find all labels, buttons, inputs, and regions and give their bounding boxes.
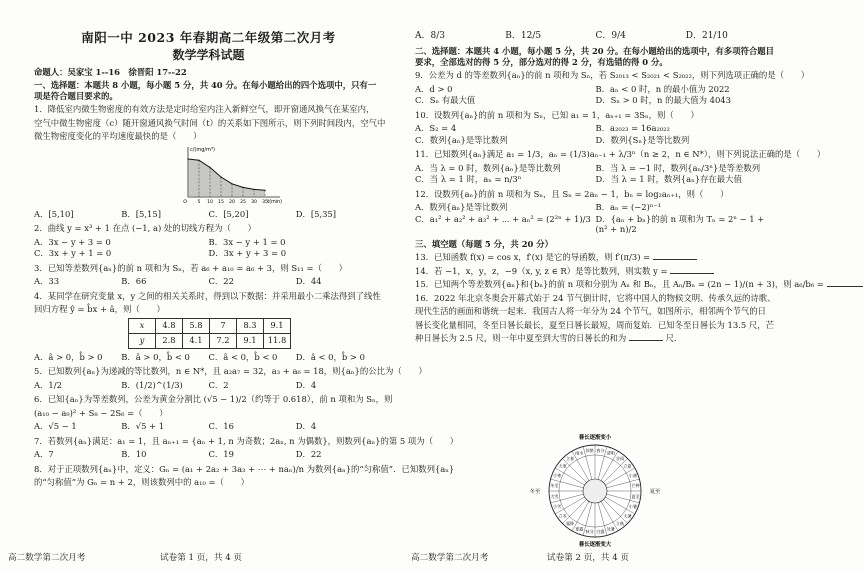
q10-option-d[interactable]: D．数列{Sₙ}是等比数列	[595, 134, 690, 145]
q9-option-c[interactable]: C．Sₙ 有最大值	[415, 95, 476, 106]
table-row	[129, 333, 291, 348]
question-2-options-row-2	[34, 248, 383, 259]
exam-title: 南阳一中 2023 年春期高二年级第二次月考	[81, 30, 336, 45]
question-6-line-1: 6．已知{aₙ}为等差数列，公差为黄金分割比 (√5 − 1)/2（约等于 0.618），前 n 项和为 Sₙ，则	[34, 394, 393, 405]
question-10-options-row-1	[415, 123, 776, 134]
question-5: 5．已知数列{aₙ}为递减的等比数列，n ∈ N*，且 a₂a₇ = 32，a₃ + a₆ = 18，则{aₙ}的公比为（ ）	[34, 366, 427, 377]
q11-option-c[interactable]: C．当 λ = 1 时，aₙ = n/3ⁿ	[415, 174, 522, 185]
solar-term-label: 夏至	[631, 493, 640, 499]
q12-option-d[interactable]: D．{aₙ + bₙ}的前 n 项和为 Tₙ = 2ⁿ − 1 + (n² + n)/2	[595, 213, 765, 235]
q1-option-c[interactable]: C．[5,20]	[208, 208, 249, 219]
solar-term-label: 小雪	[553, 504, 562, 510]
x-tick-label: 15	[218, 199, 224, 205]
data-point	[209, 166, 210, 167]
q6-option-a[interactable]: A．√5 − 1	[34, 421, 77, 432]
q3-option-a[interactable]: A．33	[34, 276, 60, 287]
question-16-line-1: 16．2022 年北京冬奥会开幕式始于 24 节气倒计时，它将中国人的物候文明、传承久远的诗歌、	[415, 292, 776, 303]
footer-right-page-number: 试卷第 2 页，共 4 页	[547, 553, 630, 564]
q3-option-d[interactable]: D．44	[295, 276, 322, 287]
table-cell: 9.1	[237, 333, 264, 348]
q3-option-c[interactable]: C．22	[208, 276, 234, 287]
q7-option-d[interactable]: D．22	[295, 449, 322, 460]
q7-option-a[interactable]: A．7	[34, 449, 54, 460]
data-point	[242, 186, 243, 187]
question-4-table	[128, 318, 291, 349]
question-9-options-row-1	[415, 84, 776, 95]
q11-option-b[interactable]: B．当 λ = −1 时，数列{aₙ/3ⁿ}是等差数列	[595, 162, 761, 173]
question-1-options	[34, 209, 383, 220]
q10-option-b[interactable]: B．a₂₀₂₃ = 16a₂₀₂₂	[595, 123, 670, 134]
q6-option-b[interactable]: B．√5 + 1	[121, 421, 165, 432]
question-2-options-row-1	[34, 237, 383, 248]
question-15-text: 15．已知两个等差数列{aₙ}和{bₙ}的前 n 项和分别为 Aₙ 和 Bₙ，且 Aₙ/Bₙ = (2n − 1)/(n + 3)，则 a₆/b₆ =	[415, 279, 824, 290]
footer-left-page-number: 试卷第 1 页，共 4 页	[160, 553, 243, 564]
q10-option-c[interactable]: C．数列{aₙ}是等比数列	[415, 134, 508, 145]
question-11: 11．已知数列{aₙ}满足 a₁ = 1/3，aₙ = (1/3)aₙ₋₁ + λ/3ⁿ（n ≥ 2，n ∈ N*），则下列说法正确的是（ ）	[415, 149, 826, 160]
question-1	[34, 104, 386, 142]
data-point	[231, 183, 232, 184]
x-tick-label: 20	[229, 199, 235, 205]
q11-option-d[interactable]: D．当 λ = 1 时，数列{aₙ}存在最大值	[595, 174, 742, 185]
q12-option-b[interactable]: B．aₙ = (−2)ⁿ⁻¹	[595, 202, 662, 213]
question-15-answer-blank[interactable]	[827, 286, 863, 287]
question-12-options-row-1	[415, 202, 776, 213]
solar-term-label: 雨水	[575, 450, 584, 456]
q8-option-a[interactable]: A．8/3	[415, 31, 445, 41]
density-chart	[174, 145, 284, 207]
question-15	[415, 279, 824, 290]
question-6-line-2: (a₁₀ − a₉)² + S₈ − 2S₆ =（ ）	[34, 407, 168, 418]
question-6-options	[34, 421, 383, 432]
question-10-options-row-2	[415, 135, 776, 146]
right-page	[397, 0, 826, 572]
solar-term-label: 处暑	[606, 526, 615, 532]
solar-terms-wheel	[521, 433, 669, 548]
q7-option-c[interactable]: C．19	[208, 449, 234, 460]
solar-term-label: 芒种	[631, 483, 640, 489]
wheel-hub	[583, 479, 607, 503]
solar-term-label: 大雪	[550, 493, 559, 499]
question-14-text: 14．若 −1，x，y，z，−9（x, y, z ∈ R）是等比数列，则实数 y =	[415, 265, 668, 276]
table-cell: 9.1	[264, 318, 291, 333]
question-16-unit: 尺．	[665, 333, 683, 344]
section-3-heading: 三、填空题（每题 5 分，共 20 分）	[415, 238, 554, 249]
question-14-answer-blank[interactable]	[670, 273, 714, 274]
question-16-text: 种日晷长为 2.5 尺，则一年中夏至到大雪的日晷长的和为	[415, 333, 627, 344]
exam-subtitle: 数学学科试题	[172, 47, 245, 62]
x-tick-label: O	[183, 199, 187, 205]
density-chart-svg	[174, 145, 284, 207]
question-9-options-row-2	[415, 95, 776, 106]
q9-option-d[interactable]: D．Sₙ > 0 时，n 的最大值为 4043	[595, 95, 731, 106]
q5-option-d[interactable]: D．4	[295, 379, 317, 390]
solar-term-label: 霜降	[565, 521, 575, 527]
q5-option-b[interactable]: B．(1/2)^(1/3)	[121, 379, 183, 390]
q4-option-c[interactable]: C．â < 0，b̂ < 0	[208, 351, 278, 362]
footer-left-course: 高二数学第二次月考	[8, 553, 86, 564]
x-tick-label: 25	[240, 199, 246, 205]
question-13-text: 13．已知函数 f(x) = cos x，f′(x) 是它的导函数，则 f′(π/3) =	[415, 252, 651, 263]
solar-term-label: 立夏	[623, 463, 632, 469]
table-cell: 7.2	[210, 333, 237, 348]
table-cell: 2.8	[156, 333, 183, 348]
solar-term-label: 惊蛰	[585, 447, 594, 453]
solar-term-label: 小暑	[628, 504, 637, 510]
question-4-line-1: 4．某同学在研究变量 x，y 之间的相关关系时，得到以下数据：并采用最小二乘法得到了线性	[34, 290, 381, 301]
question-8-line-1: 8．对于正项数列{aₙ}中，定义：Gₙ = (a₁ + 2a₂ + 3a₃ + ⋯ + naₙ)/n 为数列{aₙ}的“匀称值”．已知数列{aₙ}	[34, 463, 455, 474]
question-9: 9．公差为 d 的等差数列{aₙ}的前 n 项和为 Sₙ，若 S₂₀₁₃ < S₂₀₂₁ < S₂₀₂₂，则下列选项正确的是（ ）	[415, 70, 810, 81]
q10-option-a[interactable]: A．S₂ = 4	[415, 123, 457, 134]
x-tick-label: 35	[262, 199, 268, 205]
question-16-line-2: 现代生活的画面和谐统一起来．我国古人将一年分为 24 个节气，如图所示，相邻两个节气的日	[415, 306, 766, 317]
question-12: 12．设数列{aₙ}的前 n 项和为 Sₙ，且 Sₙ = 2aₙ − 1，bₙ = log₂aₙ₊₁，则（ ）	[415, 188, 729, 199]
q8-option-b[interactable]: B．12/5	[505, 31, 542, 41]
q6-option-d[interactable]: D．4	[295, 421, 317, 432]
q1-option-b[interactable]: B．[5,15]	[121, 208, 161, 219]
q9-option-a[interactable]: A．d > 0	[415, 83, 453, 94]
question-12-options-row-2	[415, 214, 776, 235]
data-point	[198, 159, 199, 160]
q3-option-b[interactable]: B．66	[121, 276, 147, 287]
q4-option-d[interactable]: D．â < 0，b̂ > 0	[295, 351, 365, 362]
solar-term-label: 寒露	[575, 526, 584, 532]
question-13	[415, 252, 776, 263]
question-11-options-row-2	[415, 174, 776, 185]
authors: 命题人：吴家宝 1--16 徐晋阳 17--22	[34, 66, 187, 77]
q9-option-b[interactable]: B．aₙ < 0 时，n 的最小值为 2022	[595, 83, 730, 94]
q6-option-c[interactable]: C．16	[208, 421, 234, 432]
section-2-heading: 二、选择题：本题共 4 小题，每小题 5 分，共 20 分。在每小题给出的选项中，有多项符合题目要求，全部选对的得 5 分，部分选对的得 2 分，有选错的得 0 分。	[415, 46, 775, 67]
table-cell: 4.8	[156, 318, 183, 333]
q12-option-c[interactable]: C．a₁² + a₂² + a₃² + ⋯ + aₙ² = (2²ⁿ + 1)/3	[415, 213, 591, 224]
table-cell: 5.8	[183, 318, 210, 333]
q4-option-a[interactable]: A．â > 0，b̂ > 0	[34, 351, 103, 362]
table-cell: 4.1	[183, 333, 210, 348]
solar-term-label: 春分	[596, 447, 605, 453]
question-16-line-3: 晷长变化量相同，冬至日晷长最长，夏至日晷长最短，周而复始．已知冬至日晷长为 13.5 尺，芒	[415, 319, 774, 330]
x-axis-label: t(min)	[267, 199, 282, 205]
question-2: 2．曲线 y = x³ + 1 在点 (−1, a) 处的切线方程为（ ）	[34, 223, 256, 234]
wheel-bottom-caption: 晷长逐渐变大	[578, 542, 612, 548]
data-point	[187, 158, 188, 159]
solar-terms-wheel-svg	[521, 433, 669, 548]
table-cell: y	[129, 333, 156, 348]
question-5-options	[34, 380, 383, 391]
question-11-options-row-1	[415, 163, 776, 174]
footer-right-course: 高二数学第二次月考	[411, 553, 489, 564]
x-tick-label: 30	[251, 199, 257, 205]
table-row	[129, 318, 291, 333]
question-3-options	[34, 276, 383, 287]
solar-term-label: 秋分	[585, 529, 594, 535]
x-tick-label: 10	[207, 199, 213, 205]
q7-option-b[interactable]: B．10	[121, 449, 147, 460]
wheel-top-caption: 晷长逐渐变小	[578, 435, 612, 441]
q1-option-d[interactable]: D．[5,35]	[295, 208, 337, 219]
solar-term-label: 清明	[606, 450, 615, 456]
q2-option-b[interactable]: B．3x − y + 1 = 0	[208, 236, 286, 247]
q5-option-a[interactable]: A．1/2	[34, 379, 62, 390]
wheel-right-label: 夏至	[649, 489, 661, 495]
solar-term-label: 大暑	[623, 513, 632, 519]
q2-option-c[interactable]: C．3x + y + 1 = 0	[34, 248, 112, 259]
data-point	[253, 188, 254, 189]
q8-option-c[interactable]: C．9/4	[595, 31, 626, 41]
solar-term-label: 白露	[596, 529, 605, 535]
q12-option-a[interactable]: A．数列{aₙ}是等比数列	[415, 202, 508, 213]
question-8-line-2: 的“匀称值”为 Gₙ = n + 2，则该数列中的 a₁₀ =（ ）	[34, 477, 249, 488]
q8-option-d[interactable]: D．21/10	[685, 31, 728, 41]
question-16-line-4	[415, 333, 776, 344]
data-point	[264, 189, 265, 190]
table-cell: 7	[210, 318, 237, 333]
question-8-options	[415, 31, 776, 42]
solar-term-label: 小满	[628, 472, 637, 478]
solar-term-label: 立秋	[615, 521, 625, 527]
q2-option-a[interactable]: A．3x − y + 3 = 0	[34, 236, 111, 247]
q1-option-a[interactable]: A．[5,10]	[34, 208, 74, 219]
table-cell: x	[129, 318, 156, 333]
solar-term-label: 立春	[565, 455, 575, 461]
section-1-heading: 一、选择题：本题共 8 小题，每小题 5 分，共 40 分。在每小题给出的四个选项中，只有一项是符合题目要求的。	[34, 80, 377, 101]
data-point	[220, 176, 221, 177]
q11-option-a[interactable]: A．当 λ = 0 时，数列{aₙ}是等比数列	[415, 162, 561, 173]
q5-option-c[interactable]: C．2	[208, 379, 229, 390]
question-1-line-3: 微生物密度变化的平均速度最快的是（ ）	[34, 131, 202, 142]
q4-option-b[interactable]: B．â > 0，b̂ < 0	[121, 351, 190, 362]
question-1-line-1: 1．降低室内微生物密度的有效方法是定时给室内注入新鲜空气，即开窗通风换气在某室内，	[34, 104, 375, 115]
x-tick-label: 5	[197, 199, 201, 205]
question-3: 3．已知等差数列{aₙ}的前 n 项和为 Sₙ，若 a₆ + a₁₀ = a₆ + 3，则 S₁₁ =（ ）	[34, 262, 348, 273]
q2-option-d[interactable]: D．3x + y + 3 = 0	[208, 248, 287, 259]
table-cell: 8.3	[237, 318, 264, 333]
y-axis-label: c/(mg/m³)	[190, 146, 215, 153]
question-13-answer-blank[interactable]	[653, 259, 697, 260]
question-16-answer-blank[interactable]	[629, 340, 663, 341]
solar-term-label: 冬至	[550, 483, 559, 489]
solar-term-label: 小寒	[553, 472, 562, 478]
solar-term-label: 大寒	[558, 463, 567, 469]
question-10: 10．设数列{aₙ}的前 n 项和为 Sₙ，已知 a₁ = 1，aₙ₊₁ = 3Sₙ，则（ ）	[415, 109, 699, 120]
question-7: 7．若数列{aₙ}满足：a₁ = 1，且 aₙ₊₁ = {aₙ + 1, n 为奇数；2aₙ, n 为偶数}，则数列{aₙ}的第 5 项为（ ）	[34, 435, 459, 446]
solar-term-label: 谷雨	[615, 455, 625, 461]
question-1-line-2: 空气中微生物密度（c）随开窗通风换气时间（t）的关系如下图所示，则下列时间段内，空气中	[34, 117, 386, 128]
question-7-options	[34, 449, 383, 460]
question-4-options	[34, 352, 383, 363]
question-14	[415, 266, 776, 277]
wheel-left-label: 冬至	[529, 489, 541, 495]
table-cell: 11.8	[264, 333, 291, 348]
area-fill	[188, 159, 265, 197]
solar-term-label: 立冬	[558, 513, 567, 519]
question-4-line-2: 回归方程 ŷ = b̂x + â，则（ ）	[34, 304, 165, 315]
